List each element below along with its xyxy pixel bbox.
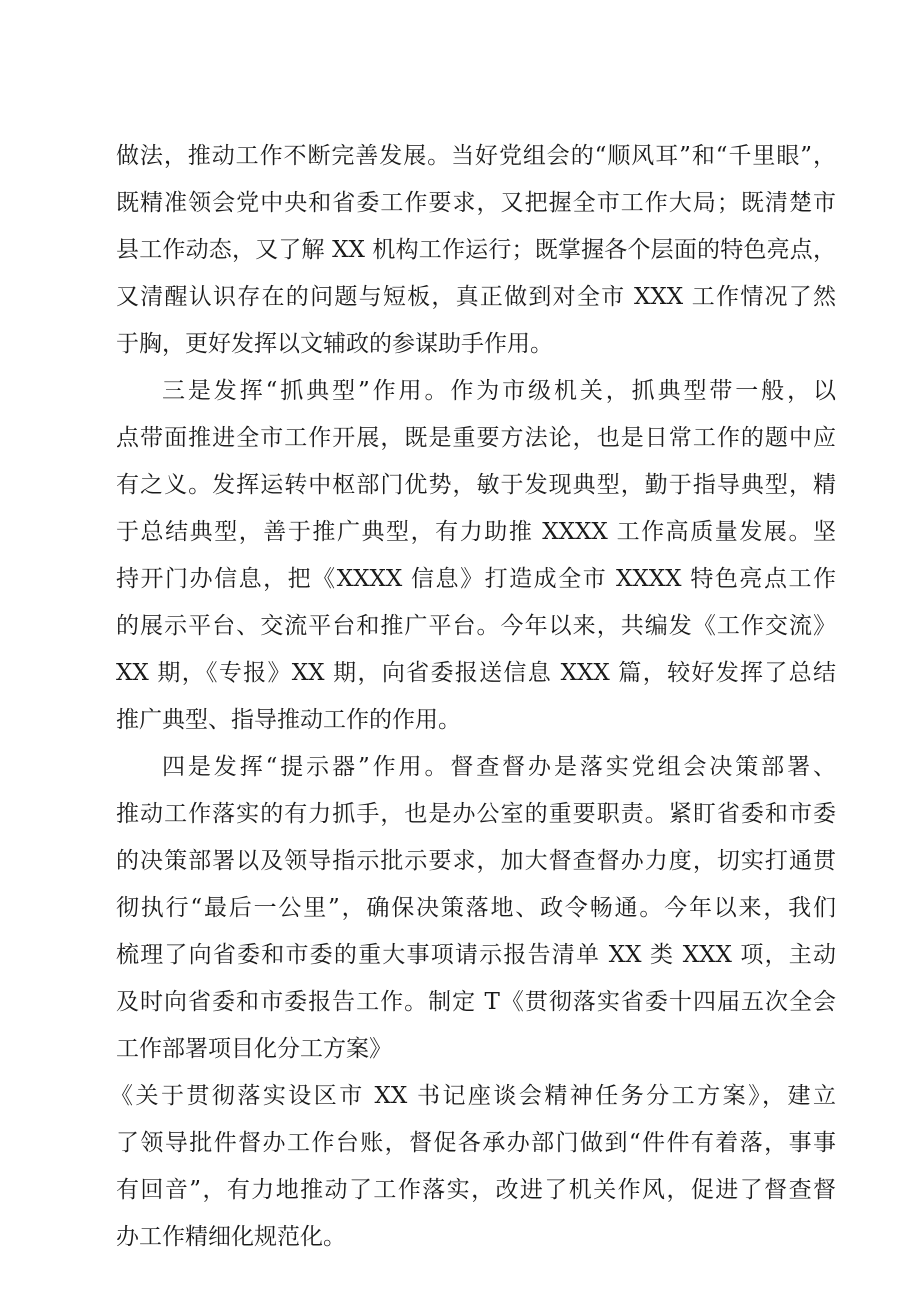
paragraph-heading-line: 三是发挥“抓典型”作用。作为市级机关，抓典型带一般，以 — [162, 378, 836, 404]
text-line: 做法，推动工作不断完善发展。当好党组会的“顺风耳”和“千里眼”， — [116, 143, 836, 169]
text-line: XX 期，《专报》XX 期，向省委报送信息 XXX 篇，较好发挥了总结 — [116, 660, 836, 686]
text-line: 有之义。发挥运转中枢部门优势，敏于发现典型，勤于指导典型，精 — [116, 472, 836, 498]
text-line: 推动工作落实的有力抓手，也是办公室的重要职责。紧盯省委和市委 — [116, 801, 836, 827]
text-line: 了领导批件督办工作台账，督促各承办部门做到“件件有着落，事事 — [116, 1130, 836, 1156]
text-line: 县工作动态，又了解 XX 机构工作运行；既掌握各个层面的特色亮点， — [116, 237, 836, 263]
text-line: 的决策部署以及领导指示批示要求，加大督查督办力度，切实打通贯 — [116, 848, 836, 874]
text-line: 持开门办信息，把《XXXX 信息》打造成全市 XXXX 特色亮点工作 — [116, 566, 836, 592]
text-line: 于胸，更好发挥以文辅政的参谋助手作用。 — [116, 331, 553, 357]
paragraph-heading-line: 四是发挥“提示器”作用。督查督办是落实党组会决策部署、 — [162, 754, 836, 780]
text-line: 既精准领会党中央和省委工作要求，又把握全市工作大局；既清楚市 — [116, 190, 836, 216]
text-line: 又清醒认识存在的问题与短板，真正做到对全市 XXX 工作情况了然 — [116, 284, 836, 310]
text-line: 彻执行“最后一公里”，确保决策落地、政令畅通。今年以来，我们 — [116, 895, 836, 921]
text-line: 推广典型、指导推动工作的作用。 — [116, 707, 461, 733]
text-line: 《关于贯彻落实设区市 XX 书记座谈会精神任务分工方案》，建立 — [110, 1083, 836, 1109]
text-line: 的展示平台、交流平台和推广平台。今年以来，共编发《工作交流》 — [116, 613, 836, 639]
text-line: 梳理了向省委和市委的重大事项请示报告清单 XX 类 XXX 项，主动 — [116, 942, 836, 968]
text-line: 办工作精细化规范化。 — [116, 1224, 346, 1250]
text-line: 点带面推进全市工作开展，既是重要方法论，也是日常工作的题中应 — [116, 425, 836, 451]
text-line: 有回音”，有力地推动了工作落实，改进了机关作风，促进了督查督 — [116, 1177, 836, 1203]
text-line: 于总结典型，善于推广典型，有力助推 XXXX 工作高质量发展。坚 — [116, 519, 836, 545]
text-line: 及时向省委和市委报告工作。制定 T《贯彻落实省委十四届五次全会 — [116, 989, 836, 1015]
text-line: 工作部署项目化分工方案》 — [116, 1036, 392, 1062]
